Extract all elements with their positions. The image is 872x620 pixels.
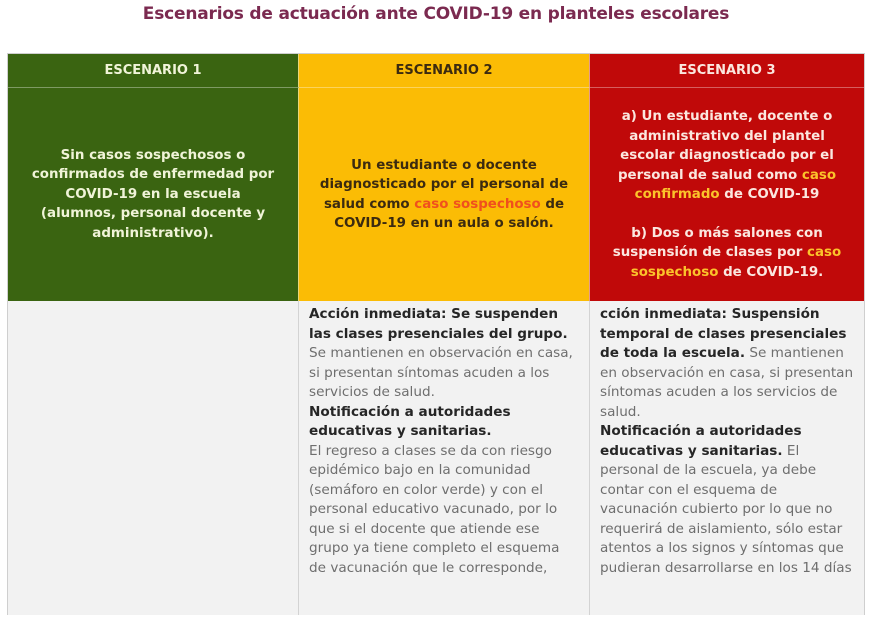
actions-text-observation: Se mantienen en observación en casa, si presentan síntomas acuden a los servicios de salud. [600, 345, 854, 420]
scenarios-table [7, 53, 865, 615]
description-text-after: de COVID-19 en un aula o salón. [334, 196, 565, 231]
description-a-after: de COVID-19 [719, 187, 820, 202]
header-escenario-3: ESCENARIO 3 [590, 54, 864, 88]
actions-bold-notification: Notificación a autoridades educativas y sanitarias. [309, 403, 511, 439]
description-part-a [604, 107, 850, 205]
description-a-before: a) Un estudiante, docente o administrativo del plantel escolar diagnosticado por el personal de salud como [617, 109, 834, 183]
actions-bold-immediate: Acción inmediata: Se suspenden las clases presenciales del grupo. [309, 306, 568, 342]
actions-bold-notification: Notificación a autoridades educativas y sanitarias. [600, 423, 802, 459]
description-escenario-3 [590, 88, 864, 301]
description-escenario-2 [299, 88, 590, 301]
actions-text-return: El regreso a clases se da con riesgo epidémico bajo en la comunidad (semáforo en color verde) y con el personal educativo vacunado, por lo que si el docente que atiende ese grupo ya tiene completo el esquema de vacunación que le corresponde, [309, 442, 560, 576]
actions-escenario-3 [590, 301, 864, 615]
description-text: Sin casos sospechosos o confirmados de enfermedad por COVID-19 en la escuela (alumnos, personal docente y administrativo). [31, 147, 275, 241]
highlight-caso-confirmado: caso confirmado [634, 167, 837, 202]
header-escenario-1: ESCENARIO 1 [8, 54, 299, 88]
description-text [317, 156, 571, 234]
highlight-caso-sospechoso: caso sospechoso [630, 245, 842, 280]
actions-bold-immediate: cción inmediata: Suspensión temporal de clases presenciales de toda la escuela. [600, 306, 847, 361]
actions-escenario-2 [299, 301, 590, 615]
actions-escenario-1 [8, 301, 299, 615]
description-part-b [604, 224, 850, 283]
description-b-after: de COVID-19. [718, 264, 824, 280]
header-escenario-2: ESCENARIO 2 [299, 54, 590, 88]
actions-text-observation: Se mantienen en observación en casa, si presentan síntomas acuden a los servicios de salud. [309, 345, 573, 400]
description-b-before: b) Dos o más salones con suspensión de clases por [612, 225, 823, 260]
description-text-before: Un estudiante o docente diagnosticado por el personal de salud como [319, 157, 569, 212]
page-title: Escenarios de actuación ante COVID-19 en planteles escolares [142, 4, 730, 24]
actions-text-staff: El personal de la escuela, ya debe contar con el esquema de vacunación cubierto por lo que no requerirá de aislamiento, sólo estar atentos a los signos y síntomas que pudieran desarrollarse en los 14 días [600, 442, 852, 576]
description-escenario-1 [8, 88, 299, 301]
highlight-caso-sospechoso: caso sospechoso [414, 196, 541, 212]
